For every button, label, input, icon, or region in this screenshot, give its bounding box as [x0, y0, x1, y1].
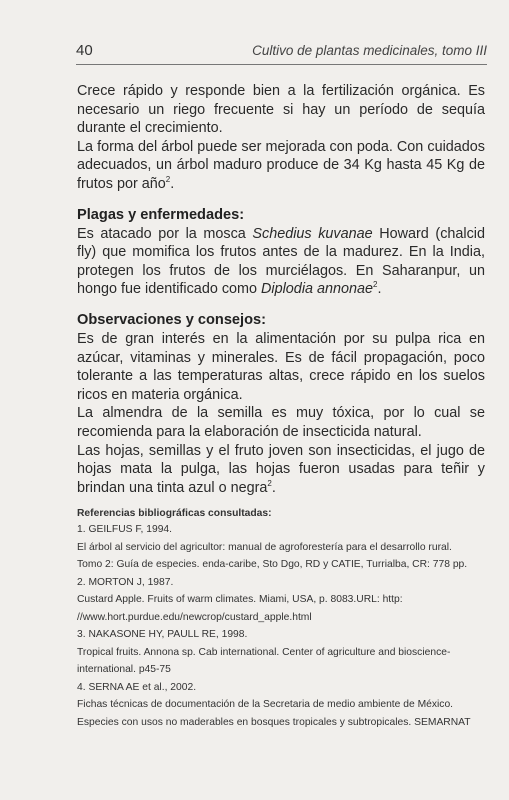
page-header	[76, 42, 487, 59]
intro-paragraph-2-end: .	[170, 175, 175, 192]
reference-line: 3. NAKASONE HY, PAULL RE, 1998.	[77, 629, 248, 641]
plagas-text-b: Howard (chalcid fly) que momifica los frutos antes de la madurez. En la India, protegen los frutos de los murciélagos. En Saharanpur, un hongo fue identificado como	[77, 225, 486, 298]
footnote-ref: 2	[165, 175, 171, 185]
reference-line: El árbol al servicio del agricultor: manual de agroforestería para el desarrollo rural.	[77, 541, 452, 553]
intro-paragraph-2-text: La forma del árbol puede ser mejorada con poda. Con cuidados adecuados, un árbol maduro produce de 34 Kg hasta 45 Kg de frutos por año	[77, 138, 485, 192]
reference-line: 1. GEILFUS F, 1994.	[77, 524, 173, 536]
reference-line: Tomo 2: Guía de especies. enda-caribe, Sto Dgo, RD y CATIE, Turrialba, CR: 778 pp.	[77, 559, 468, 571]
intro-paragraph-2	[77, 138, 485, 194]
reference-line: Fichas técnicas de documentación de la Secretaria de medio ambiente de México.	[77, 699, 454, 711]
section-title-plagas: Plagas y enfermedades:	[77, 206, 245, 223]
reference-line: //www.hort.purdue.edu/newcrop/custard_apple.html	[77, 611, 312, 623]
plagas-paragraph	[77, 225, 485, 299]
intro-paragraph-1: Crece rápido y responde bien a la fertilización orgánica. Es necesario un riego frecuente si hay un período de sequía durante el crecimiento.	[77, 83, 485, 137]
observaciones-paragraph-3-end: .	[271, 479, 276, 496]
reference-line: Custard Apple. Fruits of warm climates. Miami, USA, p. 8083.URL: http:	[77, 594, 403, 606]
reference-line: Especies con usos no maderables en bosques tropicales y subtropicales. SEMARNAT	[77, 716, 471, 728]
section-title-observaciones: Observaciones y consejos:	[77, 311, 266, 328]
reference-line: international. p45-75	[77, 664, 171, 676]
running-title: Cultivo de plantas medicinales, tomo III	[252, 43, 487, 58]
species-name: Schedius kuvanae	[252, 225, 373, 242]
plagas-text-a: Es atacado por la mosca	[77, 225, 253, 242]
page-number: 40	[76, 42, 93, 59]
observaciones-paragraph-1: Es de gran interés en la alimentación por su pulpa rica en azúcar, vitaminas y minerales. Es de fácil propagación, poco tolerante a las temperaturas altas, crece rápido en los suelos ricos en materia orgánica.	[77, 330, 485, 403]
reference-line: 4. SERNA AE et al., 2002.	[77, 681, 197, 693]
reference-line: 2. MORTON J, 1987.	[77, 576, 174, 588]
observaciones-paragraph-3	[77, 442, 485, 498]
references-section	[77, 506, 485, 731]
reference-line: Tropical fruits. Annona sp. Cab international. Center of agriculture and bioscience-	[77, 646, 451, 658]
plagas-end: .	[377, 281, 382, 298]
header-rule	[76, 64, 487, 65]
observaciones-paragraph-3-text: Las hojas, semillas y el fruto joven son insecticidas, el jugo de hojas mata la pulga, las hojas fueron usadas para teñir y brindan una tinta azul o negra	[77, 442, 485, 496]
references-title: Referencias bibliográficas consultadas:	[77, 508, 272, 520]
fungus-name: Diplodia annonae	[261, 281, 374, 298]
footnote-ref: 2	[267, 478, 272, 488]
observaciones-paragraph-2: La almendra de la semilla es muy tóxica, por lo cual se recomienda para la elaboración de insecticida natural.	[77, 405, 485, 440]
page-body	[77, 82, 485, 731]
footnote-ref: 2	[373, 280, 378, 290]
